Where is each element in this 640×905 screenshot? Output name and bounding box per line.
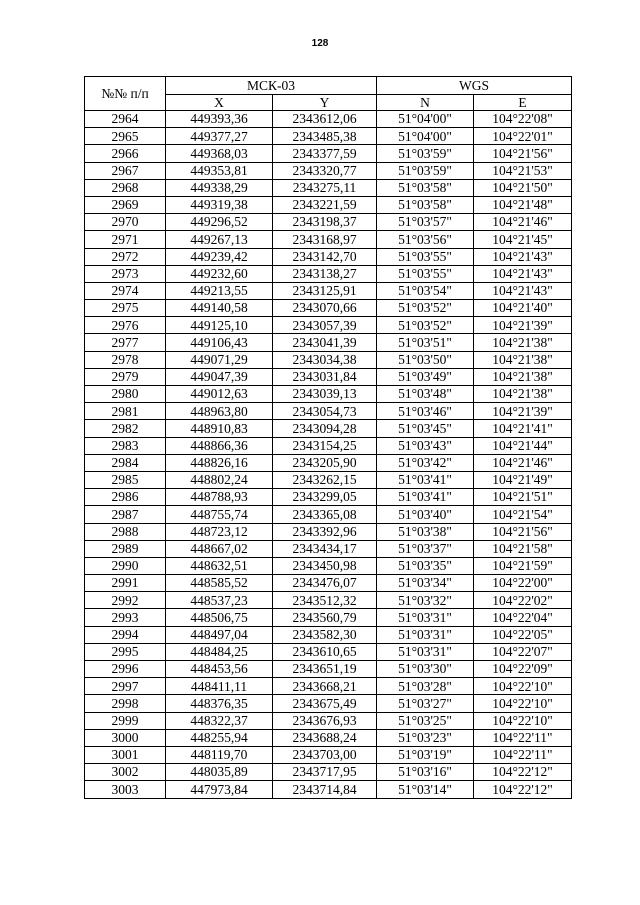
header-msk-03: МСК-03	[166, 77, 377, 95]
cell-point-number: 2973	[85, 265, 166, 282]
cell-point-number: 2965	[85, 128, 166, 145]
cell-point-number: 2968	[85, 179, 166, 196]
table-row	[85, 403, 572, 420]
cell-n: 51°03'52"	[377, 317, 474, 334]
cell-y: 2343205,90	[273, 454, 377, 471]
cell-n: 51°03'54"	[377, 282, 474, 299]
cell-y: 2343057,39	[273, 317, 377, 334]
table-row	[85, 781, 572, 798]
cell-y: 2343703,00	[273, 746, 377, 763]
cell-e: 104°22'12"	[474, 764, 572, 781]
cell-point-number: 2977	[85, 334, 166, 351]
cell-x: 449239,42	[166, 248, 273, 265]
cell-e: 104°21'51"	[474, 489, 572, 506]
cell-point-number: 2989	[85, 540, 166, 557]
cell-x: 448866,36	[166, 437, 273, 454]
cell-e: 104°21'58"	[474, 540, 572, 557]
cell-e: 104°21'38"	[474, 386, 572, 403]
table-row	[85, 712, 572, 729]
cell-e: 104°22'02"	[474, 592, 572, 609]
cell-point-number: 2976	[85, 317, 166, 334]
cell-x: 448119,70	[166, 746, 273, 763]
cell-x: 448411,11	[166, 678, 273, 695]
cell-n: 51°04'00"	[377, 128, 474, 145]
cell-n: 51°03'45"	[377, 420, 474, 437]
cell-x: 449106,43	[166, 334, 273, 351]
cell-point-number: 2964	[85, 111, 166, 128]
cell-x: 448497,04	[166, 626, 273, 643]
cell-point-number: 2998	[85, 695, 166, 712]
cell-y: 2343560,79	[273, 609, 377, 626]
table-row	[85, 265, 572, 282]
table-row	[85, 661, 572, 678]
cell-point-number: 2995	[85, 643, 166, 660]
table-row	[85, 523, 572, 540]
cell-y: 2343476,07	[273, 575, 377, 592]
cell-y: 2343434,17	[273, 540, 377, 557]
cell-n: 51°03'46"	[377, 403, 474, 420]
cell-n: 51°03'58"	[377, 179, 474, 196]
cell-point-number: 2983	[85, 437, 166, 454]
cell-y: 2343365,08	[273, 506, 377, 523]
table-row	[85, 162, 572, 179]
cell-e: 104°21'49"	[474, 471, 572, 488]
cell-n: 51°03'37"	[377, 540, 474, 557]
cell-e: 104°22'05"	[474, 626, 572, 643]
table-row	[85, 540, 572, 557]
cell-y: 2343262,15	[273, 471, 377, 488]
table-row	[85, 351, 572, 368]
cell-y: 2343031,84	[273, 368, 377, 385]
cell-e: 104°21'38"	[474, 351, 572, 368]
table-row	[85, 317, 572, 334]
cell-y: 2343221,59	[273, 196, 377, 213]
cell-point-number: 2994	[85, 626, 166, 643]
cell-x: 448632,51	[166, 557, 273, 574]
header-wgs: WGS	[377, 77, 572, 95]
cell-n: 51°03'32"	[377, 592, 474, 609]
cell-n: 51°03'31"	[377, 643, 474, 660]
cell-x: 448255,94	[166, 729, 273, 746]
cell-e: 104°22'00"	[474, 575, 572, 592]
cell-x: 448910,83	[166, 420, 273, 437]
table-row	[85, 282, 572, 299]
cell-point-number: 2971	[85, 231, 166, 248]
cell-point-number: 2970	[85, 214, 166, 231]
table-row	[85, 626, 572, 643]
cell-n: 51°03'31"	[377, 626, 474, 643]
cell-y: 2343392,96	[273, 523, 377, 540]
cell-x: 449393,36	[166, 111, 273, 128]
cell-n: 51°04'00"	[377, 111, 474, 128]
table-row	[85, 214, 572, 231]
cell-n: 51°03'50"	[377, 351, 474, 368]
table-row	[85, 471, 572, 488]
cell-n: 51°03'41"	[377, 489, 474, 506]
cell-e: 104°21'39"	[474, 317, 572, 334]
cell-point-number: 2991	[85, 575, 166, 592]
cell-e: 104°21'43"	[474, 265, 572, 282]
cell-point-number: 2969	[85, 196, 166, 213]
cell-y: 2343039,13	[273, 386, 377, 403]
table-row	[85, 557, 572, 574]
cell-n: 51°03'40"	[377, 506, 474, 523]
table-row	[85, 609, 572, 626]
cell-y: 2343041,39	[273, 334, 377, 351]
cell-y: 2343610,65	[273, 643, 377, 660]
cell-x: 449368,03	[166, 145, 273, 162]
cell-y: 2343138,27	[273, 265, 377, 282]
cell-n: 51°03'42"	[377, 454, 474, 471]
table-row	[85, 248, 572, 265]
cell-y: 2343714,84	[273, 781, 377, 798]
cell-y: 2343054,73	[273, 403, 377, 420]
cell-x: 449125,10	[166, 317, 273, 334]
cell-point-number: 2992	[85, 592, 166, 609]
cell-e: 104°22'04"	[474, 609, 572, 626]
cell-x: 449377,27	[166, 128, 273, 145]
cell-point-number: 2990	[85, 557, 166, 574]
cell-e: 104°21'46"	[474, 454, 572, 471]
cell-y: 2343675,49	[273, 695, 377, 712]
cell-e: 104°21'46"	[474, 214, 572, 231]
cell-x: 448484,25	[166, 643, 273, 660]
cell-x: 448802,24	[166, 471, 273, 488]
cell-x: 448035,89	[166, 764, 273, 781]
cell-e: 104°21'50"	[474, 179, 572, 196]
cell-x: 448376,35	[166, 695, 273, 712]
cell-point-number: 2966	[85, 145, 166, 162]
cell-e: 104°21'53"	[474, 162, 572, 179]
cell-e: 104°21'45"	[474, 231, 572, 248]
cell-e: 104°21'41"	[474, 420, 572, 437]
cell-e: 104°21'59"	[474, 557, 572, 574]
table-row	[85, 420, 572, 437]
cell-x: 448667,02	[166, 540, 273, 557]
cell-e: 104°22'01"	[474, 128, 572, 145]
cell-x: 447973,84	[166, 781, 273, 798]
table-row	[85, 764, 572, 781]
cell-n: 51°03'19"	[377, 746, 474, 763]
cell-n: 51°03'30"	[377, 661, 474, 678]
cell-x: 449353,81	[166, 162, 273, 179]
cell-e: 104°21'39"	[474, 403, 572, 420]
cell-x: 449232,60	[166, 265, 273, 282]
cell-x: 448322,37	[166, 712, 273, 729]
table-row	[85, 111, 572, 128]
cell-y: 2343070,66	[273, 300, 377, 317]
cell-e: 104°22'10"	[474, 712, 572, 729]
cell-point-number: 2979	[85, 368, 166, 385]
cell-n: 51°03'27"	[377, 695, 474, 712]
cell-point-number: 2974	[85, 282, 166, 299]
cell-e: 104°22'10"	[474, 678, 572, 695]
table-row	[85, 695, 572, 712]
cell-e: 104°21'38"	[474, 368, 572, 385]
coordinates-table	[84, 76, 572, 799]
cell-n: 51°03'48"	[377, 386, 474, 403]
cell-y: 2343299,05	[273, 489, 377, 506]
cell-e: 104°21'40"	[474, 300, 572, 317]
cell-e: 104°22'09"	[474, 661, 572, 678]
cell-point-number: 2999	[85, 712, 166, 729]
cell-n: 51°03'52"	[377, 300, 474, 317]
cell-n: 51°03'57"	[377, 214, 474, 231]
cell-point-number: 2988	[85, 523, 166, 540]
table-row	[85, 300, 572, 317]
cell-e: 104°21'56"	[474, 523, 572, 540]
table-row	[85, 231, 572, 248]
cell-point-number: 2972	[85, 248, 166, 265]
table-body	[85, 111, 572, 799]
table-row	[85, 489, 572, 506]
cell-point-number: 2980	[85, 386, 166, 403]
cell-n: 51°03'51"	[377, 334, 474, 351]
cell-y: 2343688,24	[273, 729, 377, 746]
cell-n: 51°03'59"	[377, 145, 474, 162]
cell-y: 2343612,06	[273, 111, 377, 128]
cell-x: 449047,39	[166, 368, 273, 385]
cell-point-number: 3003	[85, 781, 166, 798]
cell-e: 104°21'43"	[474, 248, 572, 265]
cell-y: 2343676,93	[273, 712, 377, 729]
cell-n: 51°03'49"	[377, 368, 474, 385]
cell-n: 51°03'16"	[377, 764, 474, 781]
cell-y: 2343582,30	[273, 626, 377, 643]
cell-x: 448755,74	[166, 506, 273, 523]
cell-point-number: 2984	[85, 454, 166, 471]
cell-y: 2343198,37	[273, 214, 377, 231]
table-row	[85, 643, 572, 660]
cell-n: 51°03'25"	[377, 712, 474, 729]
header-point-number: №№ п/п	[85, 77, 166, 111]
cell-n: 51°03'38"	[377, 523, 474, 540]
cell-n: 51°03'58"	[377, 196, 474, 213]
cell-e: 104°22'08"	[474, 111, 572, 128]
cell-e: 104°21'38"	[474, 334, 572, 351]
cell-n: 51°03'23"	[377, 729, 474, 746]
cell-e: 104°21'54"	[474, 506, 572, 523]
table-header	[85, 77, 572, 111]
cell-n: 51°03'28"	[377, 678, 474, 695]
cell-n: 51°03'56"	[377, 231, 474, 248]
cell-e: 104°21'44"	[474, 437, 572, 454]
cell-n: 51°03'34"	[377, 575, 474, 592]
table-row	[85, 145, 572, 162]
cell-point-number: 2997	[85, 678, 166, 695]
cell-y: 2343717,95	[273, 764, 377, 781]
cell-y: 2343034,38	[273, 351, 377, 368]
cell-x: 449296,52	[166, 214, 273, 231]
cell-point-number: 2987	[85, 506, 166, 523]
cell-y: 2343275,11	[273, 179, 377, 196]
cell-y: 2343168,97	[273, 231, 377, 248]
table-row	[85, 454, 572, 471]
table-row	[85, 179, 572, 196]
cell-e: 104°22'11"	[474, 729, 572, 746]
cell-e: 104°22'07"	[474, 643, 572, 660]
cell-x: 449140,58	[166, 300, 273, 317]
table-row	[85, 437, 572, 454]
cell-x: 448453,56	[166, 661, 273, 678]
cell-n: 51°03'43"	[377, 437, 474, 454]
cell-n: 51°03'55"	[377, 248, 474, 265]
table-row	[85, 368, 572, 385]
cell-x: 449213,55	[166, 282, 273, 299]
cell-n: 51°03'14"	[377, 781, 474, 798]
cell-y: 2343651,19	[273, 661, 377, 678]
table-row	[85, 386, 572, 403]
cell-y: 2343377,59	[273, 145, 377, 162]
cell-point-number: 2978	[85, 351, 166, 368]
table-row	[85, 746, 572, 763]
cell-x: 448723,12	[166, 523, 273, 540]
cell-point-number: 2996	[85, 661, 166, 678]
table-row	[85, 729, 572, 746]
cell-point-number: 2981	[85, 403, 166, 420]
cell-n: 51°03'35"	[377, 557, 474, 574]
cell-y: 2343125,91	[273, 282, 377, 299]
table-row	[85, 128, 572, 145]
cell-y: 2343485,38	[273, 128, 377, 145]
cell-x: 449319,38	[166, 196, 273, 213]
cell-n: 51°03'31"	[377, 609, 474, 626]
cell-y: 2343320,77	[273, 162, 377, 179]
cell-y: 2343094,28	[273, 420, 377, 437]
table-row	[85, 334, 572, 351]
header-x: X	[166, 95, 273, 111]
cell-e: 104°21'43"	[474, 282, 572, 299]
table-row	[85, 678, 572, 695]
cell-point-number: 2967	[85, 162, 166, 179]
cell-point-number: 2986	[85, 489, 166, 506]
cell-x: 449012,63	[166, 386, 273, 403]
cell-x: 449338,29	[166, 179, 273, 196]
cell-x: 448788,93	[166, 489, 273, 506]
cell-e: 104°22'12"	[474, 781, 572, 798]
cell-point-number: 3000	[85, 729, 166, 746]
cell-x: 448826,16	[166, 454, 273, 471]
cell-point-number: 2982	[85, 420, 166, 437]
cell-y: 2343668,21	[273, 678, 377, 695]
cell-point-number: 2993	[85, 609, 166, 626]
cell-y: 2343450,98	[273, 557, 377, 574]
cell-x: 448506,75	[166, 609, 273, 626]
cell-e: 104°21'56"	[474, 145, 572, 162]
cell-e: 104°21'48"	[474, 196, 572, 213]
cell-n: 51°03'55"	[377, 265, 474, 282]
cell-y: 2343512,32	[273, 592, 377, 609]
cell-y: 2343142,70	[273, 248, 377, 265]
cell-point-number: 3002	[85, 764, 166, 781]
header-e: E	[474, 95, 572, 111]
cell-x: 449071,29	[166, 351, 273, 368]
cell-point-number: 3001	[85, 746, 166, 763]
cell-n: 51°03'59"	[377, 162, 474, 179]
cell-x: 449267,13	[166, 231, 273, 248]
table-row	[85, 506, 572, 523]
cell-n: 51°03'41"	[377, 471, 474, 488]
page-number: 128	[311, 38, 329, 49]
cell-point-number: 2985	[85, 471, 166, 488]
cell-y: 2343154,25	[273, 437, 377, 454]
header-n: N	[377, 95, 474, 111]
table-row	[85, 575, 572, 592]
table-row	[85, 196, 572, 213]
table-row	[85, 592, 572, 609]
cell-x: 448585,52	[166, 575, 273, 592]
cell-x: 448963,80	[166, 403, 273, 420]
cell-point-number: 2975	[85, 300, 166, 317]
cell-x: 448537,23	[166, 592, 273, 609]
cell-e: 104°22'11"	[474, 746, 572, 763]
header-y: Y	[273, 95, 377, 111]
cell-e: 104°22'10"	[474, 695, 572, 712]
